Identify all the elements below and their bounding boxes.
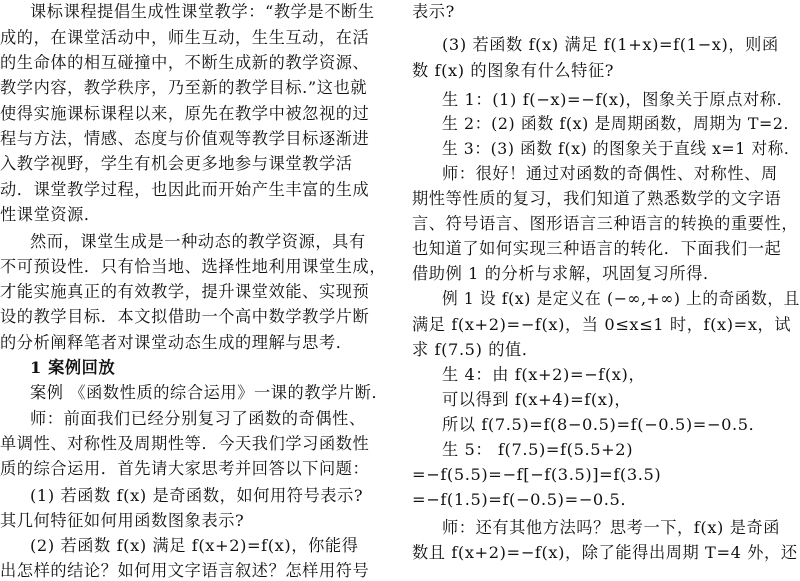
question-line: (1) 若函数 f(x) 是奇函数，如何用符号表示? [30,486,364,505]
text-line: 数且 f(x+2)=−f(x)，除了能得出周期 T=4 外，还 [412,543,798,562]
text-line: 言、符号语言、图形语言三种语言的转换的重要性， [412,214,799,233]
text-line: 然而，课堂生成是一种动态的教学资源，具有 [30,232,366,251]
student-answer: 生 1：(1) f(−x)=−f(x)，图象关于原点对称． [442,90,794,109]
student-answer: 生 4：由 f(x+2)=−f(x)， [442,365,646,384]
question-line: (3) 若函数 f(x) 满足 f(1+x)=f(1−x)，则函 [442,35,779,54]
text-line: 单调性、对称性及周期性等．今天我们学习函数性 [0,434,370,453]
text-line: 入教学视野，学生有机会更多地参与课堂教学活 [0,154,353,173]
text-line: 师：还有其他方法吗？思考一下，f(x) 是奇函 [442,518,781,537]
text-line: 不可预设性．只有恰当地、选择性地利用课堂生成， [0,257,387,276]
text-line: 才能实施真正的有效教学，提升课堂效能、实现预 [0,282,370,301]
text-line: 所以 f(7.5)=f(8−0.5)=f(−0.5)=−0.5． [442,415,766,434]
text-line: 师：前面我们已经分别复习了函数的奇偶性、 [30,409,366,428]
student-answer: 生 5： f(7.5)=f(5.5+2) [442,440,634,459]
text-line: 性课堂资源． [0,205,101,224]
text-line: =−f(1.5)=f(−0.5)=−0.5． [412,490,638,509]
text-line: 成的，在课堂活动中，师生互动，生生互动，在活 [0,28,370,47]
text-line: 可以得到 f(x+4)=f(x)， [442,390,632,409]
text-line: 也知道了如何实现三种语言的转化．下面我们一起 [412,239,782,258]
text-line: 期性等性质的复习，我们知道了熟悉数学的文字语 [412,189,782,208]
text-line: 程与方法，情感、态度与价值观等教学目标逐渐进 [0,129,370,148]
text-line: 借助例 1 的分析与求解，巩固复习所得． [412,264,720,283]
text-line: 教学内容，教学秩序，乃至新的教学目标.”这也就 [0,78,368,97]
text-line: 的生命体的相互碰撞中，不断生成新的教学资源、 [0,53,370,72]
text-line: 课标课程提倡生成性课堂教学：“教学是不断生 [30,2,375,21]
text-line: 动．课堂教学过程，也因此而开始产生丰富的生成 [0,180,370,199]
text-line: 数 f(x) 的图象有什么特征? [412,61,615,80]
question-line: (2) 若函数 f(x) 满足 f(x+2)=f(x)，你能得 [30,536,359,555]
text-line: 满足 f(x+2)=−f(x)，当 0≤x≤1 时，f(x)=x，试 [412,315,792,334]
text-line: 设的教学目标．本文拟借助一个高中数学教学片断 [0,307,370,326]
text-line: 出怎样的结论？如何用文字语言叙述？怎样用符号 [0,561,370,580]
section-heading: 1 案例回放 [30,358,116,377]
text-line: 表示? [412,2,455,21]
text-line: 其几何特征如何用函数图象表示? [0,511,245,530]
text-line: 质的综合运用．首先请大家思考并回答以下问题： [0,459,370,478]
text-line: =−f(5.5)=−f[−f(3.5)]=f(3.5) [412,465,662,484]
example-line: 例 1 设 f(x) 是定义在 (−∞,+∞) 上的奇函数，且 [442,289,800,308]
text-line: 求 f(7.5) 的值． [412,340,539,359]
text-line: 的分析阐释笔者对课堂动态生成的理解与思考． [0,333,353,352]
text-line: 使得实施课标课程以来，原先在教学中被忽视的过 [0,104,370,123]
student-answer: 生 3：(3) 函数 f(x) 的图象关于直线 x=1 对称． [442,139,800,158]
text-line: 案例 《函数性质的综合运用》一课的教学片断． [30,383,389,402]
student-answer: 生 2：(2) 函数 f(x) 是周期函数，周期为 T=2． [442,114,800,133]
text-line: 师：很好！通过对函数的奇偶性、对称性、周 [442,164,778,183]
